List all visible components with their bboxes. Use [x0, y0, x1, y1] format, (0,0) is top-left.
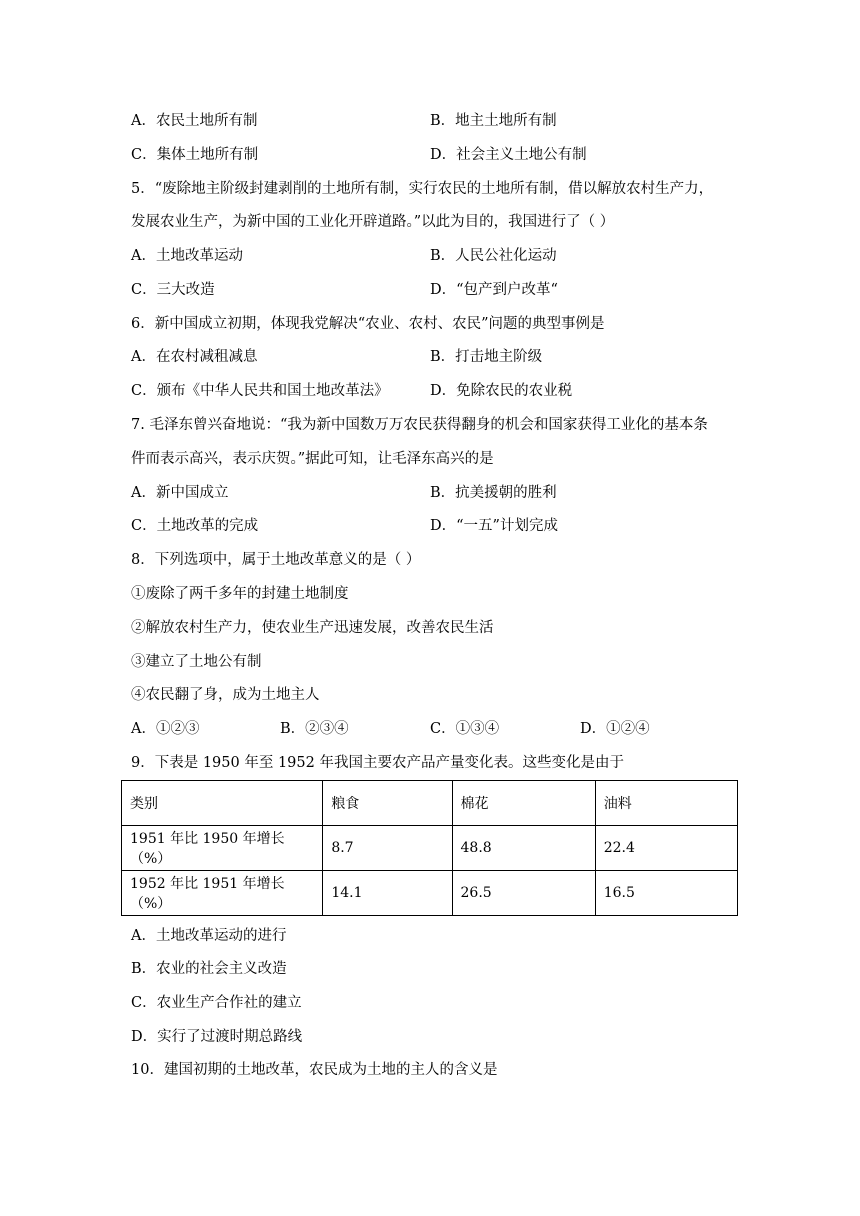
q7-option-c: C．土地改革的完成: [131, 518, 259, 534]
q4-option-d: D．社会主义土地公有制: [430, 147, 587, 163]
q4-option-a: A．农民土地所有制: [131, 113, 258, 129]
q9-option-c: C．农业生产合作社的建立: [131, 995, 302, 1011]
q8-statement-2: ②解放农村生产力，使农业生产迅速发展，改善农民生活: [131, 620, 494, 636]
q6-option-a: A．在农村减租减息: [131, 349, 258, 365]
table-cell: 16.5: [595, 871, 737, 916]
table-row: [122, 871, 738, 916]
table-cell: 1952 年比 1951 年增长（%）: [122, 871, 323, 916]
q6-stem: 6．新中国成立初期，体现我党解决“农业、农村、农民”问题的典型事例是: [131, 316, 605, 332]
q6-option-c: C．颁布《中华人民共和国土地改革法》: [131, 383, 389, 399]
q7-stem-line2: 件而表示高兴，表示庆贺。”据此可知，让毛泽东高兴的是: [131, 451, 494, 467]
q9-option-a: A．土地改革运动的进行: [131, 928, 287, 944]
q8-option-b: B．②③④: [280, 721, 349, 737]
q8-statement-4: ④农民翻了身，成为土地主人: [131, 687, 320, 703]
q9-option-d: D．实行了过渡时期总路线: [131, 1029, 303, 1045]
q6-option-d: D．免除农民的农业税: [430, 383, 573, 399]
q5-option-c: C．三大改造: [131, 282, 215, 298]
table-cell: 26.5: [452, 871, 595, 916]
q4-option-b: B．地主土地所有制: [430, 113, 557, 129]
q8-option-d: D．①②④: [580, 721, 650, 737]
q7-option-b: B．抗美援朝的胜利: [430, 485, 557, 501]
q7-option-d: D．“一五”计划完成: [430, 518, 558, 534]
q7-option-a: A．新中国成立: [131, 485, 229, 501]
q5-option-d: D．“包产到户改革“: [430, 282, 558, 298]
q10-stem: 10．建国初期的土地改革，农民成为土地的主人的含义是: [131, 1062, 498, 1078]
table-cell: 8.7: [323, 826, 452, 871]
table-cell: 22.4: [595, 826, 737, 871]
q6-option-b: B．打击地主阶级: [430, 349, 543, 365]
q9-stem: 9．下表是 1950 年至 1952 年我国主要农产品产量变化表。这些变化是由于: [131, 755, 624, 771]
production-table: [121, 780, 738, 916]
table-header-cell: 棉花: [452, 781, 595, 826]
table-header-cell: 油料: [595, 781, 737, 826]
table-cell: 1951 年比 1950 年增长（%）: [122, 826, 323, 871]
table-header-cell: 粮食: [323, 781, 452, 826]
q8-stem: 8．下列选项中，属于土地改革意义的是（ ）: [131, 552, 421, 568]
q5-stem-line1: 5．“废除地主阶级封建剥削的土地所有制，实行农民的土地所有制，借以解放农村生产力，: [131, 181, 714, 197]
table-cell: 14.1: [323, 871, 452, 916]
table-header-row: [122, 781, 738, 826]
table-cell: 48.8: [452, 826, 595, 871]
table-row: [122, 826, 738, 871]
q5-option-a: A．土地改革运动: [131, 248, 243, 264]
q5-stem-line2: 发展农业生产，为新中国的工业化开辟道路。”以此为目的，我国进行了（ ）: [131, 214, 615, 230]
q4-option-c: C．集体土地所有制: [131, 147, 259, 163]
table-header-cell: 类别: [122, 781, 323, 826]
q8-option-a: A．①②③: [131, 721, 200, 737]
q7-stem-line1: 7. 毛泽东曾兴奋地说：“我为新中国数万万农民获得翻身的机会和国家获得工业化的基本条: [131, 417, 708, 433]
q5-option-b: B．人民公社化运动: [430, 248, 557, 264]
q8-option-c: C．①③④: [430, 721, 500, 737]
q8-statement-1: ①废除了两千多年的封建土地制度: [131, 586, 349, 602]
q8-statement-3: ③建立了土地公有制: [131, 654, 262, 670]
q9-option-b: B．农业的社会主义改造: [131, 961, 287, 977]
